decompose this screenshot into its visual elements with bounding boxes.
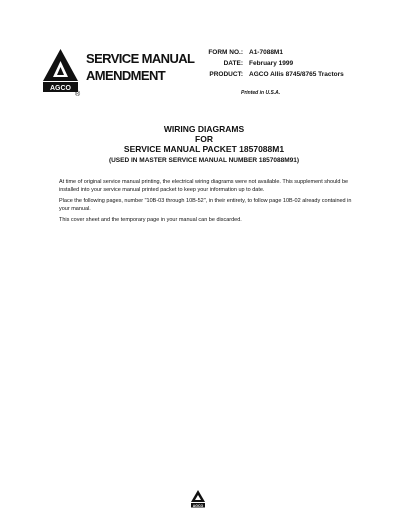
registered-mark: ® — [75, 91, 81, 98]
date-value: February 1999 — [249, 60, 294, 67]
product-row — [201, 69, 344, 80]
body-text — [59, 179, 359, 229]
form-no-value: A1-7088M1 — [249, 49, 283, 56]
agco-logo — [41, 47, 80, 93]
body-paragraph-1: At time of original service manual printing, the electrical wiring diagrams were not available. This supplement should be installed into your service manual printed packet to keep your information up to date. — [59, 179, 349, 193]
product-label: PRODUCT: — [209, 71, 243, 78]
form-no-label: FORM NO.: — [208, 49, 243, 56]
title-line-2: FOR — [195, 134, 213, 144]
brand-line-1: SERVICE MANUAL — [86, 51, 195, 66]
logo-text: AGCO — [50, 85, 71, 92]
title-line-3: SERVICE MANUAL PACKET 1857088M1 — [123, 144, 285, 154]
footer-logo-text: AGCO — [192, 503, 204, 508]
title-subtitle: (USED IN MASTER SERVICE MANUAL NUMBER 1857088M91) — [108, 157, 300, 164]
brand-title — [86, 50, 194, 84]
printed-in-note: Printed in U.S.A. — [241, 90, 281, 96]
product-value: AGCO Allis 8745/8765 Tractors — [249, 71, 344, 78]
form-header-fields — [201, 47, 344, 80]
document-title — [0, 124, 408, 164]
brand-line-2: AMENDMENT — [86, 68, 166, 83]
footer-agco-logo — [190, 489, 206, 508]
title-line-1: WIRING DIAGRAMS — [163, 124, 245, 134]
body-paragraph-3: This cover sheet and the temporary page in your manual can be discarded. — [59, 217, 242, 223]
date-label: DATE: — [223, 60, 243, 67]
form-no-row — [201, 47, 344, 58]
body-paragraph-2: Place the following pages, number "10B-03 through 10B-52", in their entirety, to follow page 10B-02 already contained in your manual. — [59, 198, 352, 212]
date-row — [201, 58, 344, 69]
